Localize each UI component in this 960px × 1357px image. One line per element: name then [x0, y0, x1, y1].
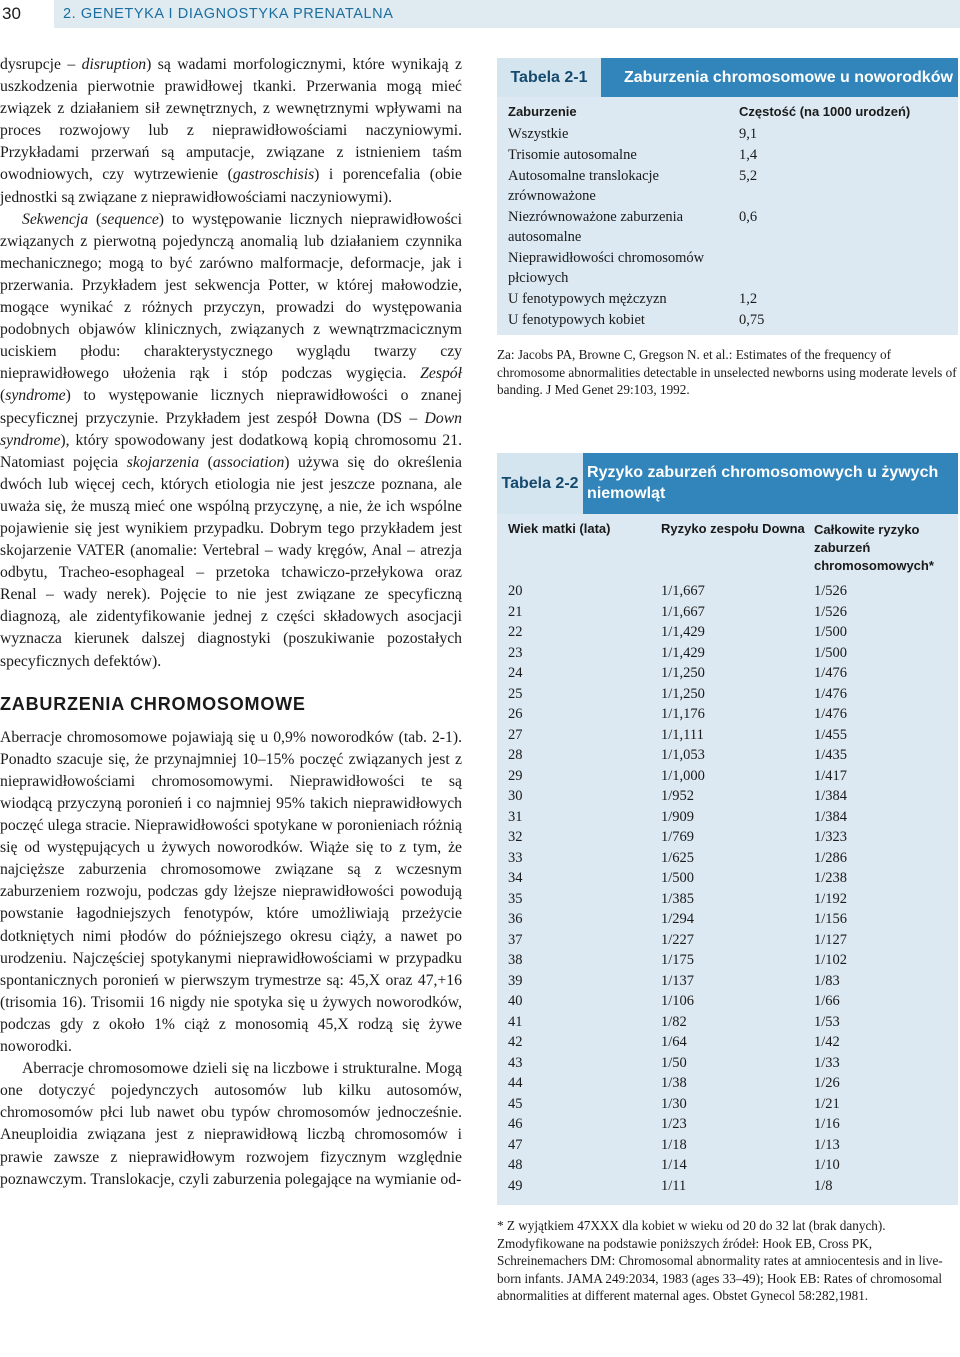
section-heading: ZABURZENIA CHROMOSOMOWE	[0, 693, 306, 714]
maternal-age-cell: 45	[508, 1095, 523, 1112]
column-header: Zaburzenie	[508, 104, 577, 119]
total-risk-cell: 1/500	[814, 644, 848, 661]
down-risk-cell: 1/50	[661, 1054, 687, 1071]
total-risk-cell: 1/83	[814, 972, 840, 989]
total-risk-cell: 1/435	[814, 747, 848, 763]
table-source: Za: Jacobs PA, Browne C, Gregson N. et al.: Estimates of the frequency of chromosome abnormalities detectable in unselected newborns using moderate levels of banding. J Med Genet 29:103, 1992.	[497, 347, 957, 397]
maternal-age-cell: 42	[508, 1034, 523, 1050]
table-row	[497, 868, 958, 889]
total-risk-cell: 1/26	[814, 1075, 840, 1091]
table-row	[497, 704, 958, 725]
down-risk-cell: 1/18	[661, 1136, 687, 1153]
down-risk-cell: 1/1,250	[661, 685, 705, 702]
table-row	[497, 684, 958, 705]
down-risk-cell: 1/14	[661, 1157, 687, 1173]
paragraph-sequence: Sekwencja (sequence) to występowanie licznych nieprawidłowości związanych z pierwotną pojedynczą anomalią lub działaniem czynnika mechanicznego; mogą to być zarówno malformacje, deformacje, jak i przerwania. Przykładem jest sekwencja Potter, w której małowodzie, mogące wynikać z różnych przyczyn, prowadzi do występowania podobnych objawów klinicznych, związanych z wewnątrzmacicznym uciskiem płodu: charakterystycznego wyglądu twarzy czy nieprawidłowego ułożenia rąk i stóp podczas wygięcia. Zespół (syndrome) to występowanie licznych nieprawidłowości o znanej specyficznej przyczynie. Przykładem jest zespół Downa (DS – Down syndrome), który spowodowany jest dodatkową kopią chromosomu 21. Natomiast pojęcia skojarzenia (association) używa się do określenia dwóch lub więcej cech, których etiologia nie jest jeszcze poznana, ale uważa się, że muszą mieć one wspólną przyczynę, a nie, że ich wspólne pojawienie się jest wynikiem przypadku. Dobrym tego przykładem jest skojarzenie VATER (anomalie: Vertebral – wady kręgów, Anal – atrezja odbytu, Tracheo-esophageal – przetoka tchawiczo-przełykowa oraz Renal – wady nerek). Pojęcie to nie jest związane ze specyficzną diagnozą, ale zidentyfikowanie jednej z części składowych asocjacji wyznacza kierunek dalszej diagnostyki (poszukiwanie pozostałych specyficznych defektów).	[0, 210, 462, 670]
total-risk-cell: 1/526	[814, 603, 848, 620]
table-label: Tabela 2-1	[497, 58, 601, 97]
row-label: Wszystkie	[508, 126, 569, 142]
maternal-age-cell: 26	[508, 706, 523, 722]
table-row	[497, 1073, 958, 1094]
down-risk-cell: 1/1,667	[661, 583, 705, 599]
total-risk-cell: 1/384	[814, 808, 848, 825]
maternal-age-cell: 47	[508, 1136, 523, 1153]
maternal-age-cell: 48	[508, 1157, 523, 1173]
row-value: 0,75	[739, 312, 765, 328]
maternal-age-cell: 38	[508, 952, 523, 968]
table-2-1	[497, 58, 958, 399]
maternal-age-cell: 28	[508, 747, 523, 763]
maternal-age-cell: 35	[508, 890, 523, 907]
maternal-age-cell: 49	[508, 1177, 523, 1194]
table-row	[497, 991, 958, 1012]
down-risk-cell: 1/385	[661, 890, 695, 907]
row-label: Niezrównoważone zaburzenia autosomalne	[508, 209, 684, 245]
table-row	[497, 909, 958, 930]
down-risk-cell: 1/30	[661, 1095, 687, 1112]
down-risk-cell: 1/1,176	[661, 706, 705, 722]
row-label: U fenotypowych mężczyzn	[508, 291, 667, 307]
row-value: 1,2	[739, 291, 758, 307]
total-risk-cell: 1/192	[814, 890, 848, 907]
total-risk-cell: 1/500	[814, 624, 848, 640]
maternal-age-cell: 41	[508, 1013, 523, 1030]
maternal-age-cell: 23	[508, 644, 523, 661]
total-risk-cell: 1/526	[814, 583, 848, 599]
table-row	[497, 643, 958, 664]
table-row	[497, 1114, 958, 1135]
paragraph-classification: Aberracje chromosomowe dzieli się na liczbowe i strukturalne. Mogą one dotyczyć pojedynczych autosomów lub kilku autosomów, chromosomów płci lub nawet obu typów chromosomów jednocześnie. Aneuploidia związana jest z nieprawidłową liczbą chromosomów i prawie zawsze z nieprawidłowym rozwojem fizycznym względnie poznawczym. Translokacje, czyli zaburzenia polegające na wymianie od-	[0, 1060, 462, 1188]
maternal-age-cell: 25	[508, 685, 523, 702]
maternal-age-cell: 40	[508, 993, 523, 1009]
row-value: 9,1	[739, 126, 758, 142]
left-column	[0, 54, 462, 1191]
maternal-age-cell: 31	[508, 808, 523, 825]
maternal-age-cell: 24	[508, 665, 523, 681]
row-value: 0,6	[739, 209, 758, 225]
table-row	[497, 827, 958, 848]
paragraph-disruption: dysrupcje – disruption) są wadami morfologicznymi, które wynikają z uszkodzenia pierwotnie prawidłowej tkanki. Przerwania mogą mieć związek z działaniem sił zewnętrznych, z wewnętrznymi wpływami na proces rozwojowy lub z nieprawidłowościami naczyniowymi. Przykładami przerwań są amputacje, związane z istnieniem taśm owodniowych, czy wytrzewienie (gastroschisis) i porencefalia (obie jednostki są związane z nieprawidłowościami naczyniowymi).	[0, 56, 462, 206]
table-row	[497, 663, 958, 684]
row-label: Trisomie autosomalne	[508, 147, 637, 163]
table-row	[497, 288, 958, 309]
table-row	[497, 848, 958, 869]
total-risk-cell: 1/476	[814, 665, 848, 681]
maternal-age-cell: 20	[508, 583, 523, 599]
total-risk-cell: 1/417	[814, 767, 848, 784]
maternal-age-cell: 39	[508, 972, 523, 989]
total-risk-cell: 1/53	[814, 1013, 840, 1030]
maternal-age-cell: 22	[508, 624, 523, 640]
table-row	[497, 1032, 958, 1053]
table-row	[497, 206, 958, 247]
total-risk-cell: 1/455	[814, 726, 848, 743]
maternal-age-cell: 33	[508, 849, 523, 866]
maternal-age-cell: 36	[508, 911, 523, 927]
down-risk-cell: 1/1,111	[661, 726, 704, 743]
maternal-age-cell: 30	[508, 788, 523, 804]
table-row	[497, 786, 958, 807]
maternal-age-cell: 37	[508, 931, 523, 948]
column-header: Ryzyko zespołu Downa	[661, 521, 805, 536]
page-number: 30	[0, 0, 54, 28]
row-label: Autosomalne translokacje zrównoważone	[508, 168, 659, 204]
total-risk-cell: 1/127	[814, 931, 848, 948]
total-risk-cell: 1/10	[814, 1157, 840, 1173]
table-footnote: * Z wyjątkiem 47XXX dla kobiet w wieku od 20 do 32 lat (brak danych). Zmodyfikowane na podstawie poniższych źródeł: Hook EB, Cross PK, Schreinemachers DM: Chromosomal abnormality rates at amniocentesis and in live-born infants. JAMA 249:2034, 1983 (ages 33–49); Hook EB: Rates of chromosomal abnormalities at different maternal ages. Obstet Gynecol 58:282,1981.	[497, 1218, 943, 1303]
table-row	[497, 622, 958, 643]
table-2-1-grid	[497, 97, 958, 335]
row-value	[729, 247, 958, 288]
down-risk-cell: 1/500	[661, 870, 695, 886]
maternal-age-cell: 21	[508, 603, 523, 620]
maternal-age-cell: 27	[508, 726, 523, 743]
total-risk-cell: 1/21	[814, 1095, 840, 1112]
table-2-2-grid	[497, 514, 958, 1205]
down-risk-cell: 1/625	[661, 849, 695, 866]
total-risk-cell: 1/16	[814, 1116, 840, 1132]
row-value: 1,4	[739, 147, 758, 163]
down-risk-cell: 1/1,429	[661, 624, 705, 640]
table-row	[497, 165, 958, 206]
down-risk-cell: 1/106	[661, 993, 695, 1009]
down-risk-cell: 1/23	[661, 1116, 687, 1132]
table-row	[497, 889, 958, 910]
total-risk-cell: 1/286	[814, 849, 848, 866]
table-row	[497, 247, 958, 288]
down-risk-cell: 1/1,429	[661, 644, 705, 661]
total-risk-cell: 1/66	[814, 993, 840, 1009]
maternal-age-cell: 32	[508, 829, 523, 845]
table-2-2-header	[497, 453, 958, 514]
table-2-2	[497, 453, 958, 1305]
table-row	[497, 309, 958, 335]
maternal-age-cell: 46	[508, 1116, 523, 1132]
table-row	[497, 602, 958, 623]
down-risk-cell: 1/38	[661, 1075, 687, 1091]
down-risk-cell: 1/175	[661, 952, 695, 968]
table-row	[497, 745, 958, 766]
table-row	[497, 1094, 958, 1115]
total-risk-cell: 1/323	[814, 829, 848, 845]
table-row	[497, 807, 958, 828]
total-risk-cell: 1/476	[814, 706, 848, 722]
table-row	[497, 950, 958, 971]
table-title: Ryzyko zaburzeń chromosomowych u żywych niemowląt	[587, 464, 939, 502]
total-risk-cell: 1/33	[814, 1054, 840, 1071]
down-risk-cell: 1/294	[661, 911, 695, 927]
down-risk-cell: 1/952	[661, 788, 695, 804]
table-row	[497, 144, 958, 165]
total-risk-cell: 1/476	[814, 685, 848, 702]
row-label: Nieprawidłowości chromosomów płciowych	[508, 250, 705, 286]
table-title: Zaburzenia chromosomowe u noworodków	[624, 69, 953, 86]
maternal-age-cell: 43	[508, 1054, 523, 1071]
total-risk-cell: 1/384	[814, 788, 848, 804]
total-risk-cell: 1/8	[814, 1177, 833, 1194]
table-row	[497, 1053, 958, 1074]
paragraph-aberrations: Aberracje chromosomowe pojawiają się u 0,9% noworodków (tab. 2-1). Ponadto szacuje się, że przynajmniej 10–15% poczęć związanych jest z nieprawidłowościami chromosomowymi. Nieprawidłowości te są wiodącą przyczyną poronień i co najmniej 95% takich nieprawidłowych poczęć ulega stracie. Nieprawidłowości spotykane w poronieniach różnią się od występujących u żywych noworodków. Wiąże się to z tym, że najcięższe zaburzenia chromosomowe związane są z wczesnym zaburzeniem rozwoju, podczas gdy lżejsze nieprawidłowości powodują powstanie łagodniejszych fenotypów, które umożliwiają przeżycie dotkniętych nimi płodów do późniejszego okresu ciąży, a nawet po urodzeniu. Najczęściej spotykanymi nieprawidłowościami w przypadku spontanicznych poronień w pierwszym trymestrze są: 45,X oraz 47,+16 (trisomia 16). Trisomii 16 nigdy nie spotyka się u żywych noworodków, podczas gdy z około 1% ciąż z monosomią 45,X rodzą się żywe noworodki.	[0, 728, 462, 1056]
table-row	[497, 1135, 958, 1156]
down-risk-cell: 1/64	[661, 1034, 687, 1050]
down-risk-cell: 1/11	[661, 1177, 687, 1194]
column-header: Częstość (na 1000 urodzeń)	[739, 104, 911, 119]
table-row	[497, 1176, 958, 1206]
row-label: U fenotypowych kobiet	[508, 312, 645, 328]
down-risk-cell: 1/1,053	[661, 747, 705, 763]
table-row	[497, 766, 958, 787]
table-row	[497, 930, 958, 951]
down-risk-cell: 1/1,000	[661, 767, 705, 784]
table-row	[497, 581, 958, 602]
table-label: Tabela 2-2	[497, 453, 583, 514]
total-risk-cell: 1/13	[814, 1136, 840, 1153]
table-row	[497, 1012, 958, 1033]
down-risk-cell: 1/1,250	[661, 665, 705, 681]
down-risk-cell: 1/1,667	[661, 603, 705, 620]
running-header	[0, 0, 960, 28]
column-header: Wiek matki (lata)	[508, 521, 611, 536]
maternal-age-cell: 44	[508, 1075, 523, 1091]
chapter-title: 2. GENETYKA I DIAGNOSTYKA PRENATALNA	[63, 6, 394, 22]
total-risk-cell: 1/238	[814, 870, 848, 886]
total-risk-cell: 1/156	[814, 911, 848, 927]
down-risk-cell: 1/909	[661, 808, 695, 825]
table-row	[497, 725, 958, 746]
table-2-1-header	[497, 58, 958, 97]
table-row	[497, 971, 958, 992]
table-row	[497, 123, 958, 144]
down-risk-cell: 1/227	[661, 931, 695, 948]
maternal-age-cell: 29	[508, 767, 523, 784]
total-risk-cell: 1/42	[814, 1034, 840, 1050]
column-header: Całkowite ryzyko zaburzeń chromosomowych*	[814, 522, 934, 573]
down-risk-cell: 1/82	[661, 1013, 687, 1030]
table-row	[497, 1155, 958, 1176]
down-risk-cell: 1/137	[661, 972, 695, 989]
down-risk-cell: 1/769	[661, 829, 695, 845]
maternal-age-cell: 34	[508, 870, 523, 886]
total-risk-cell: 1/102	[814, 952, 848, 968]
row-value: 5,2	[739, 168, 758, 184]
